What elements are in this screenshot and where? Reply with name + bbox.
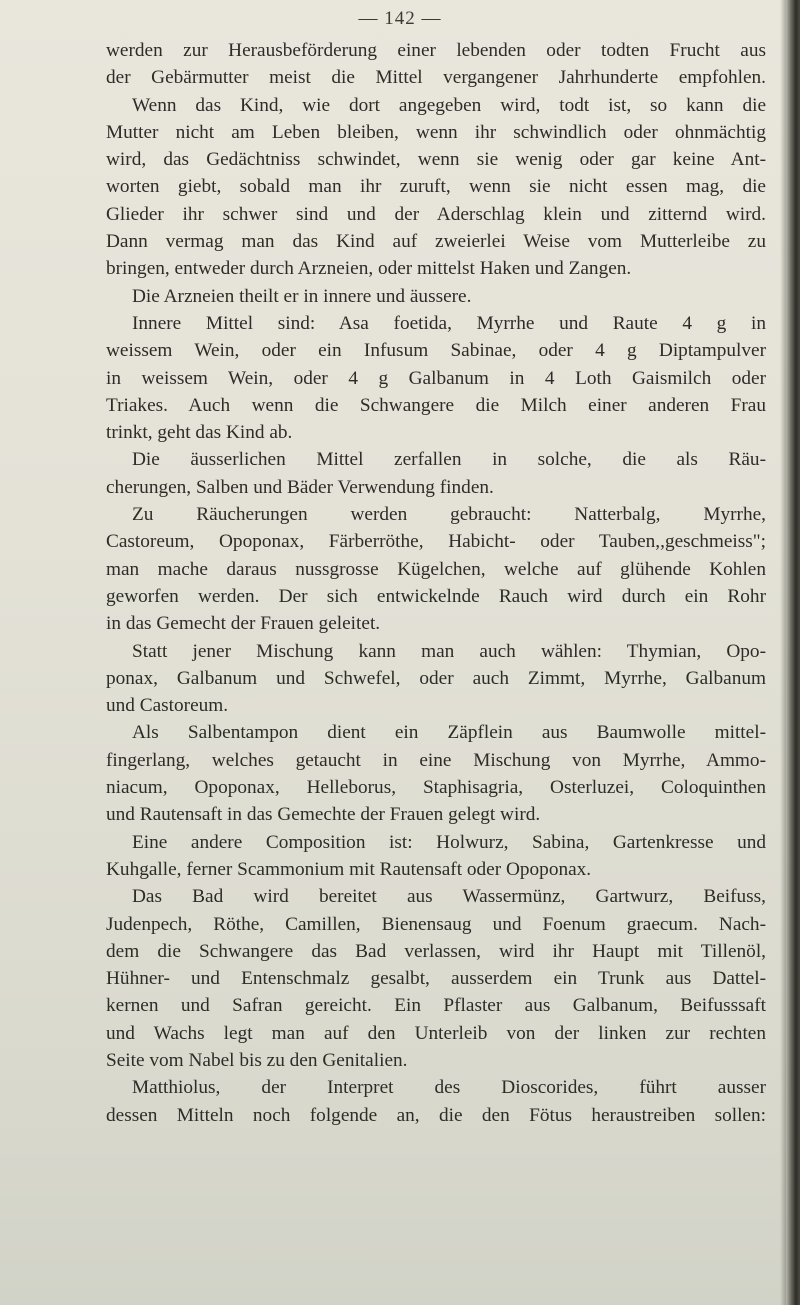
text-line: weissem Wein, oder ein Infusum Sabinae, oder 4 g Diptampulver bbox=[106, 340, 766, 362]
text-line: ponax, Galbanum und Schwefel, oder auch Zimmt, Myrrhe, Galbanum bbox=[106, 667, 766, 689]
text-line: dem die Schwangere das Bad verlassen, wird ihr Haupt mit Tillenöl, bbox=[106, 940, 766, 962]
text-line: Als Salbentampon dient ein Zäpflein aus Baumwolle mittel- bbox=[132, 722, 766, 744]
book-spine bbox=[786, 0, 800, 1305]
page-number: — 142 — bbox=[358, 8, 442, 29]
text-line: Die Arzneien theilt er in innere und äussere. bbox=[132, 285, 472, 307]
text-line: und Castoreum. bbox=[106, 695, 229, 717]
text-line: worten giebt, sobald man ihr zuruft, wenn sie nicht essen mag, die bbox=[106, 176, 766, 198]
text-line: Matthiolus, der Interpret des Dioscorides, führt ausser bbox=[132, 1077, 766, 1099]
text-line: geworfen werden. Der sich entwickelnde Rauch wird durch ein Rohr bbox=[106, 585, 766, 607]
text-line: Judenpech, Röthe, Camillen, Bienensaug und Foenum graecum. Nach- bbox=[106, 913, 766, 935]
text-line: Das Bad wird bereitet aus Wassermünz, Gartwurz, Beifuss, bbox=[132, 886, 766, 908]
text-line: bringen, entweder durch Arzneien, oder mittelst Haken und Zangen. bbox=[106, 258, 632, 280]
text-line: fingerlang, welches getaucht in eine Mischung von Myrrhe, Ammo- bbox=[106, 749, 766, 771]
text-line: Zu Räucherungen werden gebraucht: Natterbalg, Myrrhe, bbox=[132, 504, 766, 526]
text-line: Hühner- und Entenschmalz gesalbt, ausserdem ein Trunk aus Dattel- bbox=[106, 968, 766, 990]
text-line: in das Gemecht der Frauen geleitet. bbox=[106, 613, 381, 635]
text-line: wird, das Gedächtniss schwindet, wenn sie wenig oder gar keine Ant- bbox=[106, 149, 766, 171]
text-line: trinkt, geht das Kind ab. bbox=[106, 422, 293, 444]
text-line: niacum, Opoponax, Helleborus, Staphisagria, Osterluzei, Coloquinthen bbox=[106, 777, 766, 799]
text-line: werden zur Herausbeförderung einer lebenden oder todten Frucht aus bbox=[106, 40, 766, 61]
text-line: und Wachs legt man auf den Unterleib von der linken zur rechten bbox=[106, 1022, 766, 1044]
text-line: Eine andere Composition ist: Holwurz, Sabina, Gartenkresse und bbox=[132, 831, 766, 853]
text-line: man mache daraus nussgrosse Kügelchen, welche auf glühende Kohlen bbox=[106, 558, 766, 580]
body-text bbox=[106, 37, 766, 1129]
text-line: Die äusserlichen Mittel zerfallen in solche, die als Räu- bbox=[132, 449, 766, 471]
text-line: Dann vermag man das Kind auf zweierlei Weise vom Mutterleibe zu bbox=[106, 231, 766, 253]
text-line: Innere Mittel sind: Asa foetida, Myrrhe und Raute 4 g in bbox=[132, 312, 766, 334]
text-line: Wenn das Kind, wie dort angegeben wird, todt ist, so kann die bbox=[132, 94, 766, 116]
text-line: Glieder ihr schwer sind und der Aderschlag klein und zitternd wird. bbox=[106, 203, 766, 225]
text-line: Seite vom Nabel bis zu den Genitalien. bbox=[106, 1049, 408, 1071]
text-line: Castoreum, Opoponax, Färberröthe, Habicht- oder Tauben,,geschmeiss"; bbox=[106, 531, 766, 553]
text-line: in weissem Wein, oder 4 g Galbanum in 4 Loth Gaismilch oder bbox=[106, 367, 766, 389]
text-line: kernen und Safran gereicht. Ein Pflaster aus Galbanum, Beifusssaft bbox=[106, 995, 766, 1017]
text-line: dessen Mitteln noch folgende an, die den Fötus heraustreiben sollen: bbox=[106, 1104, 766, 1126]
text-line: cherungen, Salben und Bäder Verwendung finden. bbox=[106, 476, 494, 498]
text-line: der Gebärmutter meist die Mittel vergangener Jahrhunderte empfohlen. bbox=[106, 67, 766, 89]
text-line: Statt jener Mischung kann man auch wählen: Thymian, Opo- bbox=[132, 640, 766, 662]
text-line: und Rautensaft in das Gemechte der Frauen gelegt wird. bbox=[106, 804, 541, 826]
text-line: Mutter nicht am Leben bleiben, wenn ihr schwindlich oder ohnmächtig bbox=[106, 121, 766, 143]
text-line: Kuhgalle, ferner Scammonium mit Rautensaft oder Opoponax. bbox=[106, 858, 592, 880]
text-line: Triakes. Auch wenn die Schwangere die Milch einer anderen Frau bbox=[106, 394, 766, 416]
